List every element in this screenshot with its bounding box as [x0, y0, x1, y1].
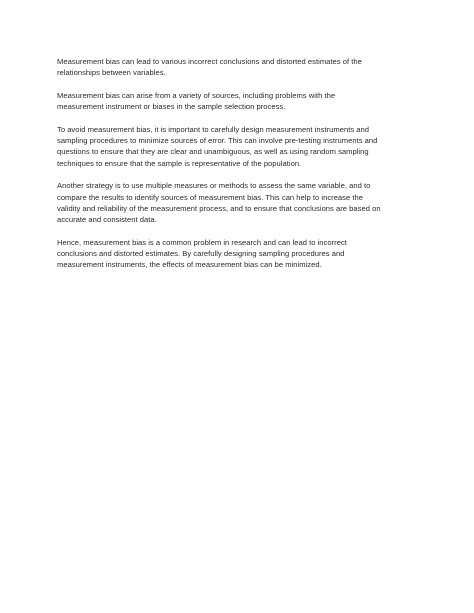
paragraph-3	[57, 124, 421, 169]
paragraph-2	[57, 90, 421, 113]
paragraph-line: Measurement bias can lead to various incorrect conclusions and distorted estimates of the	[57, 57, 362, 66]
paragraph-line: Hence, measurement bias is a common problem in research and can lead to incorrect	[57, 237, 347, 247]
paragraph-line: measurement instrument or biases in the sample selection process.	[57, 102, 286, 112]
paragraph-4	[57, 180, 421, 225]
paragraph-line: measurement instruments, the effects of measurement bias can be minimized.	[57, 260, 322, 270]
paragraph-line: conclusions and distorted estimates. By carefully designing sampling procedures and	[57, 249, 345, 259]
paragraph-line: compare the results to identify sources of measurement bias. This can help to increase the	[57, 192, 363, 202]
paragraph-line: accurate and consistent data.	[57, 215, 157, 225]
document-body	[57, 56, 421, 282]
paragraph-line: relationships between variables.	[57, 68, 166, 78]
paragraph-line: validity and reliability of the measurement process, and to ensure that conclusions are based on	[57, 203, 381, 213]
paragraph-line: Measurement bias can arise from a variety of sources, including problems with the	[57, 90, 336, 100]
paragraph-line: To avoid measurement bias, it is important to carefully design measurement instruments and	[57, 124, 370, 134]
paragraph-line: sampling procedures to minimize sources of error. This can involve pre-testing instruments and	[57, 136, 378, 146]
paragraph-line: techniques to ensure that the sample is representative of the population.	[57, 158, 302, 168]
paragraph-line: questions to ensure that they are clear and unambiguous, as well as using random sampling	[57, 147, 369, 157]
paragraph-line: Another strategy is to use multiple measures or methods to assess the same variable, and to	[57, 181, 371, 191]
paragraph-1	[57, 56, 421, 79]
paragraph-5	[57, 237, 421, 271]
